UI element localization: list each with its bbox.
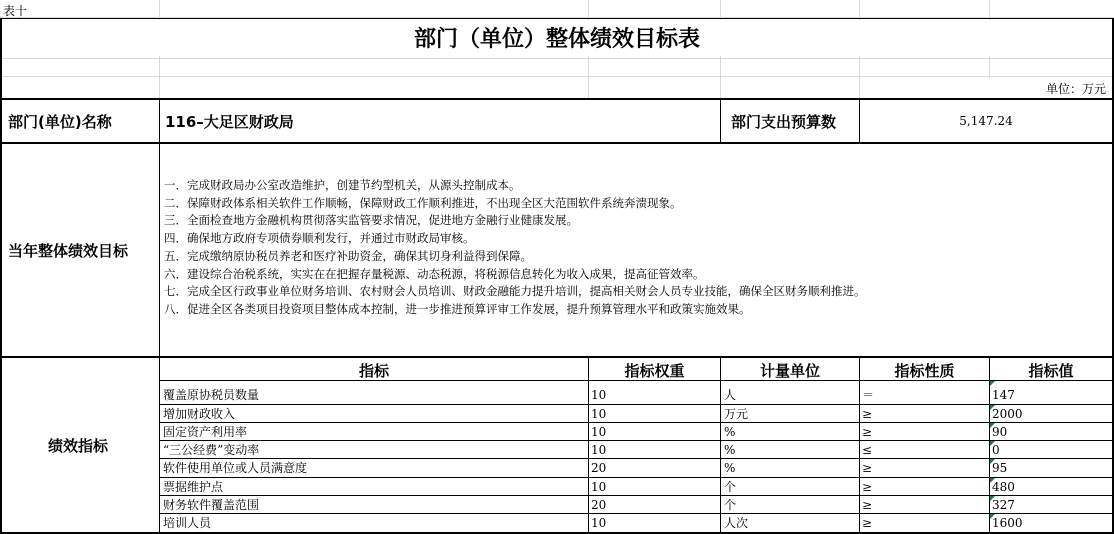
- indicator-unit: 万元: [724, 407, 749, 421]
- indicator-nature: ＝: [862, 388, 875, 402]
- indicator-weight: 10: [591, 407, 607, 421]
- goal-item: 六．建设综合治税系统，实实在在把握存量税源、动态税源，将税源信息转化为收入成果，提高征管效率。: [164, 266, 705, 281]
- indicator-value: 147: [992, 388, 1015, 402]
- goal-item: 四．确保地方政府专项债券顺利发行，并通过市财政局审核。: [164, 231, 475, 246]
- indicator-weight: 10: [591, 480, 607, 494]
- indicator-name: 固定资产利用率: [163, 425, 248, 439]
- indicator-unit: %: [724, 461, 736, 475]
- unit-note: 单位：万元: [1045, 82, 1106, 96]
- goal-item: 八．促进全区各类项目投资项目整体成本控制，进一步推进预算评审工作发展，提升预算管理水平和政策实施效果。: [164, 301, 751, 316]
- indicator-weight: 10: [591, 516, 607, 530]
- col-header-weight: 指标权重: [624, 362, 685, 380]
- indicator-nature: ≥: [862, 480, 873, 494]
- indicator-weight: 10: [591, 443, 607, 457]
- indicator-value: 327: [992, 498, 1015, 512]
- cell-marker-icon: [990, 405, 995, 410]
- dept-name-value: 116–大足区财政局: [165, 113, 294, 131]
- cell-marker-icon: [990, 514, 995, 519]
- col-header-value: 指标值: [1028, 362, 1074, 380]
- indicator-weight: 10: [591, 388, 607, 402]
- indicator-nature: ≤: [862, 443, 873, 457]
- indicator-value: 95: [992, 461, 1008, 475]
- budget-value: 5,147.24: [959, 114, 1013, 128]
- indicator-value: 2000: [992, 407, 1023, 421]
- indicator-value: 1600: [992, 516, 1023, 530]
- cell-marker-icon: [990, 381, 995, 386]
- indicator-name: 票据维护点: [163, 480, 224, 494]
- cell-marker-icon: [990, 496, 995, 501]
- indicator-name: 财务软件覆盖范围: [163, 498, 260, 512]
- goal-item: 五．完成缴纳原协税员养老和医疗补助资金，确保其切身利益得到保障。: [164, 248, 532, 263]
- indicator-unit: %: [724, 443, 736, 457]
- goal-item: 二．保障财政体系相关软件工作顺畅，保障财政工作顺利推进，不出现全区大范围软件系统奔溃现象。: [164, 195, 682, 210]
- indicator-unit: 人次: [724, 516, 749, 530]
- col-header-unit: 计量单位: [759, 362, 820, 380]
- col-header-indicator: 指标: [358, 362, 389, 380]
- cell-marker-icon: [990, 423, 995, 428]
- indicator-weight: 20: [591, 498, 607, 512]
- indicator-nature: ≥: [862, 498, 873, 512]
- indicator-weight: 20: [591, 461, 607, 475]
- indicator-nature: ≥: [862, 516, 873, 530]
- col-header-nature: 指标性质: [894, 362, 955, 380]
- indicator-nature: ≥: [862, 461, 873, 475]
- cell-marker-icon: [990, 459, 995, 464]
- indicator-unit: %: [724, 425, 736, 439]
- goal-item: 七．完成全区行政事业单位财务培训、农村财会人员培训、财政金融能力提升培训，提高相关财会人员专业技能，确保全区财务顺利推进。: [164, 284, 866, 299]
- page-title: 部门（单位）整体绩效目标表: [413, 27, 700, 52]
- indicator-label: 绩效指标: [48, 437, 109, 455]
- annual-goal-list: [164, 177, 1108, 319]
- indicator-name: 软件使用单位或人员满意度: [163, 461, 308, 475]
- indicator-unit: 个: [724, 498, 737, 512]
- indicator-unit: 个: [724, 480, 737, 494]
- dept-name-label: 部门(单位)名称: [8, 113, 112, 131]
- indicator-name: 覆盖原协税员数量: [163, 388, 260, 402]
- indicator-nature: ≥: [862, 425, 873, 439]
- indicator-value: 0: [992, 443, 1000, 457]
- cell-marker-icon: [990, 478, 995, 483]
- indicator-name: 培训人员: [163, 516, 212, 530]
- annual-goal-label: 当年整体绩效目标: [8, 242, 129, 260]
- sheet-label: 表十: [3, 4, 28, 18]
- indicator-value: 480: [992, 480, 1015, 494]
- budget-label: 部门支出预算数: [731, 113, 837, 131]
- indicator-weight: 10: [591, 425, 607, 439]
- indicator-name: 增加财政收入: [163, 407, 236, 421]
- goal-item: 一．完成财政局办公室改造维护，创建节约型机关，从源头控制成本。: [164, 178, 521, 192]
- indicator-nature: ≥: [862, 407, 873, 421]
- indicator-unit: 人: [724, 388, 737, 402]
- cell-marker-icon: [990, 441, 995, 446]
- indicator-value: 90: [992, 425, 1008, 439]
- indicator-name: “三公经费”变动率: [163, 443, 260, 457]
- goal-item: 三．全面检查地方金融机构贯彻落实监管要求情况，促进地方金融行业健康发展。: [164, 213, 578, 228]
